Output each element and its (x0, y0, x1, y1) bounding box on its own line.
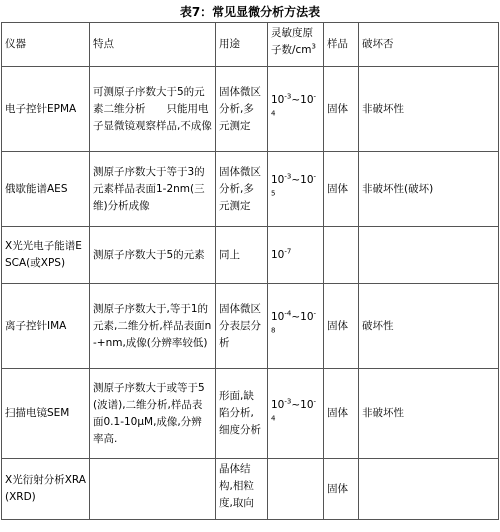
sens-exp: -8 (271, 309, 317, 335)
sens-exp: -4 (271, 397, 317, 422)
sens-exp: -3 (284, 172, 292, 181)
table-title: 表7：常见显微分析方法表 (179, 5, 321, 19)
header-sensitivity (268, 23, 324, 67)
sens-base: 10 (271, 94, 285, 106)
sens-exp: -7 (284, 247, 292, 255)
cell-usage: 固体微区分析,多元测定 (216, 152, 268, 227)
header-sample: 样品 (324, 23, 359, 67)
cell-instrument: 俄歇能谱AES (2, 152, 90, 227)
sens-base: 10 (271, 174, 285, 186)
cell-features: 测原子序数大于或等于5(波谱),二维分析,样品表面0.1-10μM,成像,分辨率高. (90, 369, 216, 459)
table-row (2, 284, 499, 369)
sens-base: 10 (300, 311, 314, 323)
cell-features: 测原子序数大于等于3的元素样品表面1-2nm(三维)分析成像 (90, 152, 216, 227)
cell-instrument: 离子控针IMA (2, 284, 90, 369)
sens-base: 10 (271, 311, 285, 323)
cell-sensitivity (268, 459, 324, 520)
header-usage: 用途 (216, 23, 268, 67)
cell-usage: 形面,缺陷分析,细度分析 (216, 369, 268, 459)
cell-sensitivity (268, 67, 324, 152)
table-row (2, 369, 499, 459)
cell-sample: 固体 (324, 459, 359, 520)
cell-sample: 固体 (324, 67, 359, 152)
sens-base: 10 (271, 248, 285, 261)
sens-exp: -4 (271, 92, 317, 118)
cell-destructive: 非破坏性 (359, 67, 499, 152)
sens-base: 10 (300, 94, 314, 106)
analysis-methods-table (1, 22, 499, 520)
cell-sample: 固体 (324, 369, 359, 459)
cell-features: 测原子序数大于,等于1的元素,二维分析,样品表面n-+nm,成像(分辨率较低) (90, 284, 216, 369)
cell-instrument: X光光电子能谱ESCA(或XPS) (2, 227, 90, 284)
sens-exp: -3 (284, 397, 292, 405)
cell-destructive: 非破坏性(破坏) (359, 152, 499, 227)
cell-usage: 固体微区分析,多元测定 (216, 67, 268, 152)
sens-sep: ~ (291, 94, 301, 106)
cell-features (90, 459, 216, 520)
cell-features: 测原子序数大于5的元素 (90, 227, 216, 284)
table-row (2, 67, 499, 152)
table-row (2, 459, 499, 520)
table-row (2, 152, 499, 227)
header-instrument: 仪器 (2, 23, 90, 67)
sens-exp: -4 (284, 309, 292, 318)
sens-base: 10 (300, 174, 314, 186)
cell-sample: 固体 (324, 284, 359, 369)
sens-exp: -5 (271, 172, 317, 198)
cell-instrument: X光衍射分析XRA(XRD) (2, 459, 90, 520)
cell-usage: 晶体结构,相粒度,取向 (216, 459, 268, 520)
cell-usage: 同上 (216, 227, 268, 284)
cell-features: 可测原子序数大于5的元素二维分析 只能用电子显微镜观察样品,不成像 (90, 67, 216, 152)
cell-destructive: 破坏性 (359, 284, 499, 369)
header-sensitivity-label: 灵敏度原子数/cm (271, 27, 313, 56)
table-row (2, 227, 499, 284)
cell-destructive: 非破坏性 (359, 369, 499, 459)
cell-sensitivity (268, 284, 324, 369)
cell-sensitivity (268, 152, 324, 227)
sens-sep: ~ (291, 174, 301, 186)
sens-base: 10 (271, 398, 285, 411)
cell-sample: 固体 (324, 152, 359, 227)
cell-sample (324, 227, 359, 284)
cell-sensitivity (268, 227, 324, 284)
header-sensitivity-exponent: 3 (311, 42, 317, 51)
cell-instrument: 电子控针EPMA (2, 67, 90, 152)
cell-sensitivity (268, 369, 324, 459)
cell-usage: 固体微区分表层分析 (216, 284, 268, 369)
header-destructive: 破坏否 (359, 23, 499, 67)
sens-sep: ~ (291, 311, 301, 323)
table-header-row (2, 23, 499, 67)
header-features: 特点 (90, 23, 216, 67)
cell-destructive (359, 227, 499, 284)
sens-exp: -3 (284, 92, 292, 101)
cell-destructive (359, 459, 499, 520)
cell-instrument: 扫描电镜SEM (2, 369, 90, 459)
sens-base: 10 (300, 398, 314, 411)
sens-sep: ~ (291, 398, 301, 411)
